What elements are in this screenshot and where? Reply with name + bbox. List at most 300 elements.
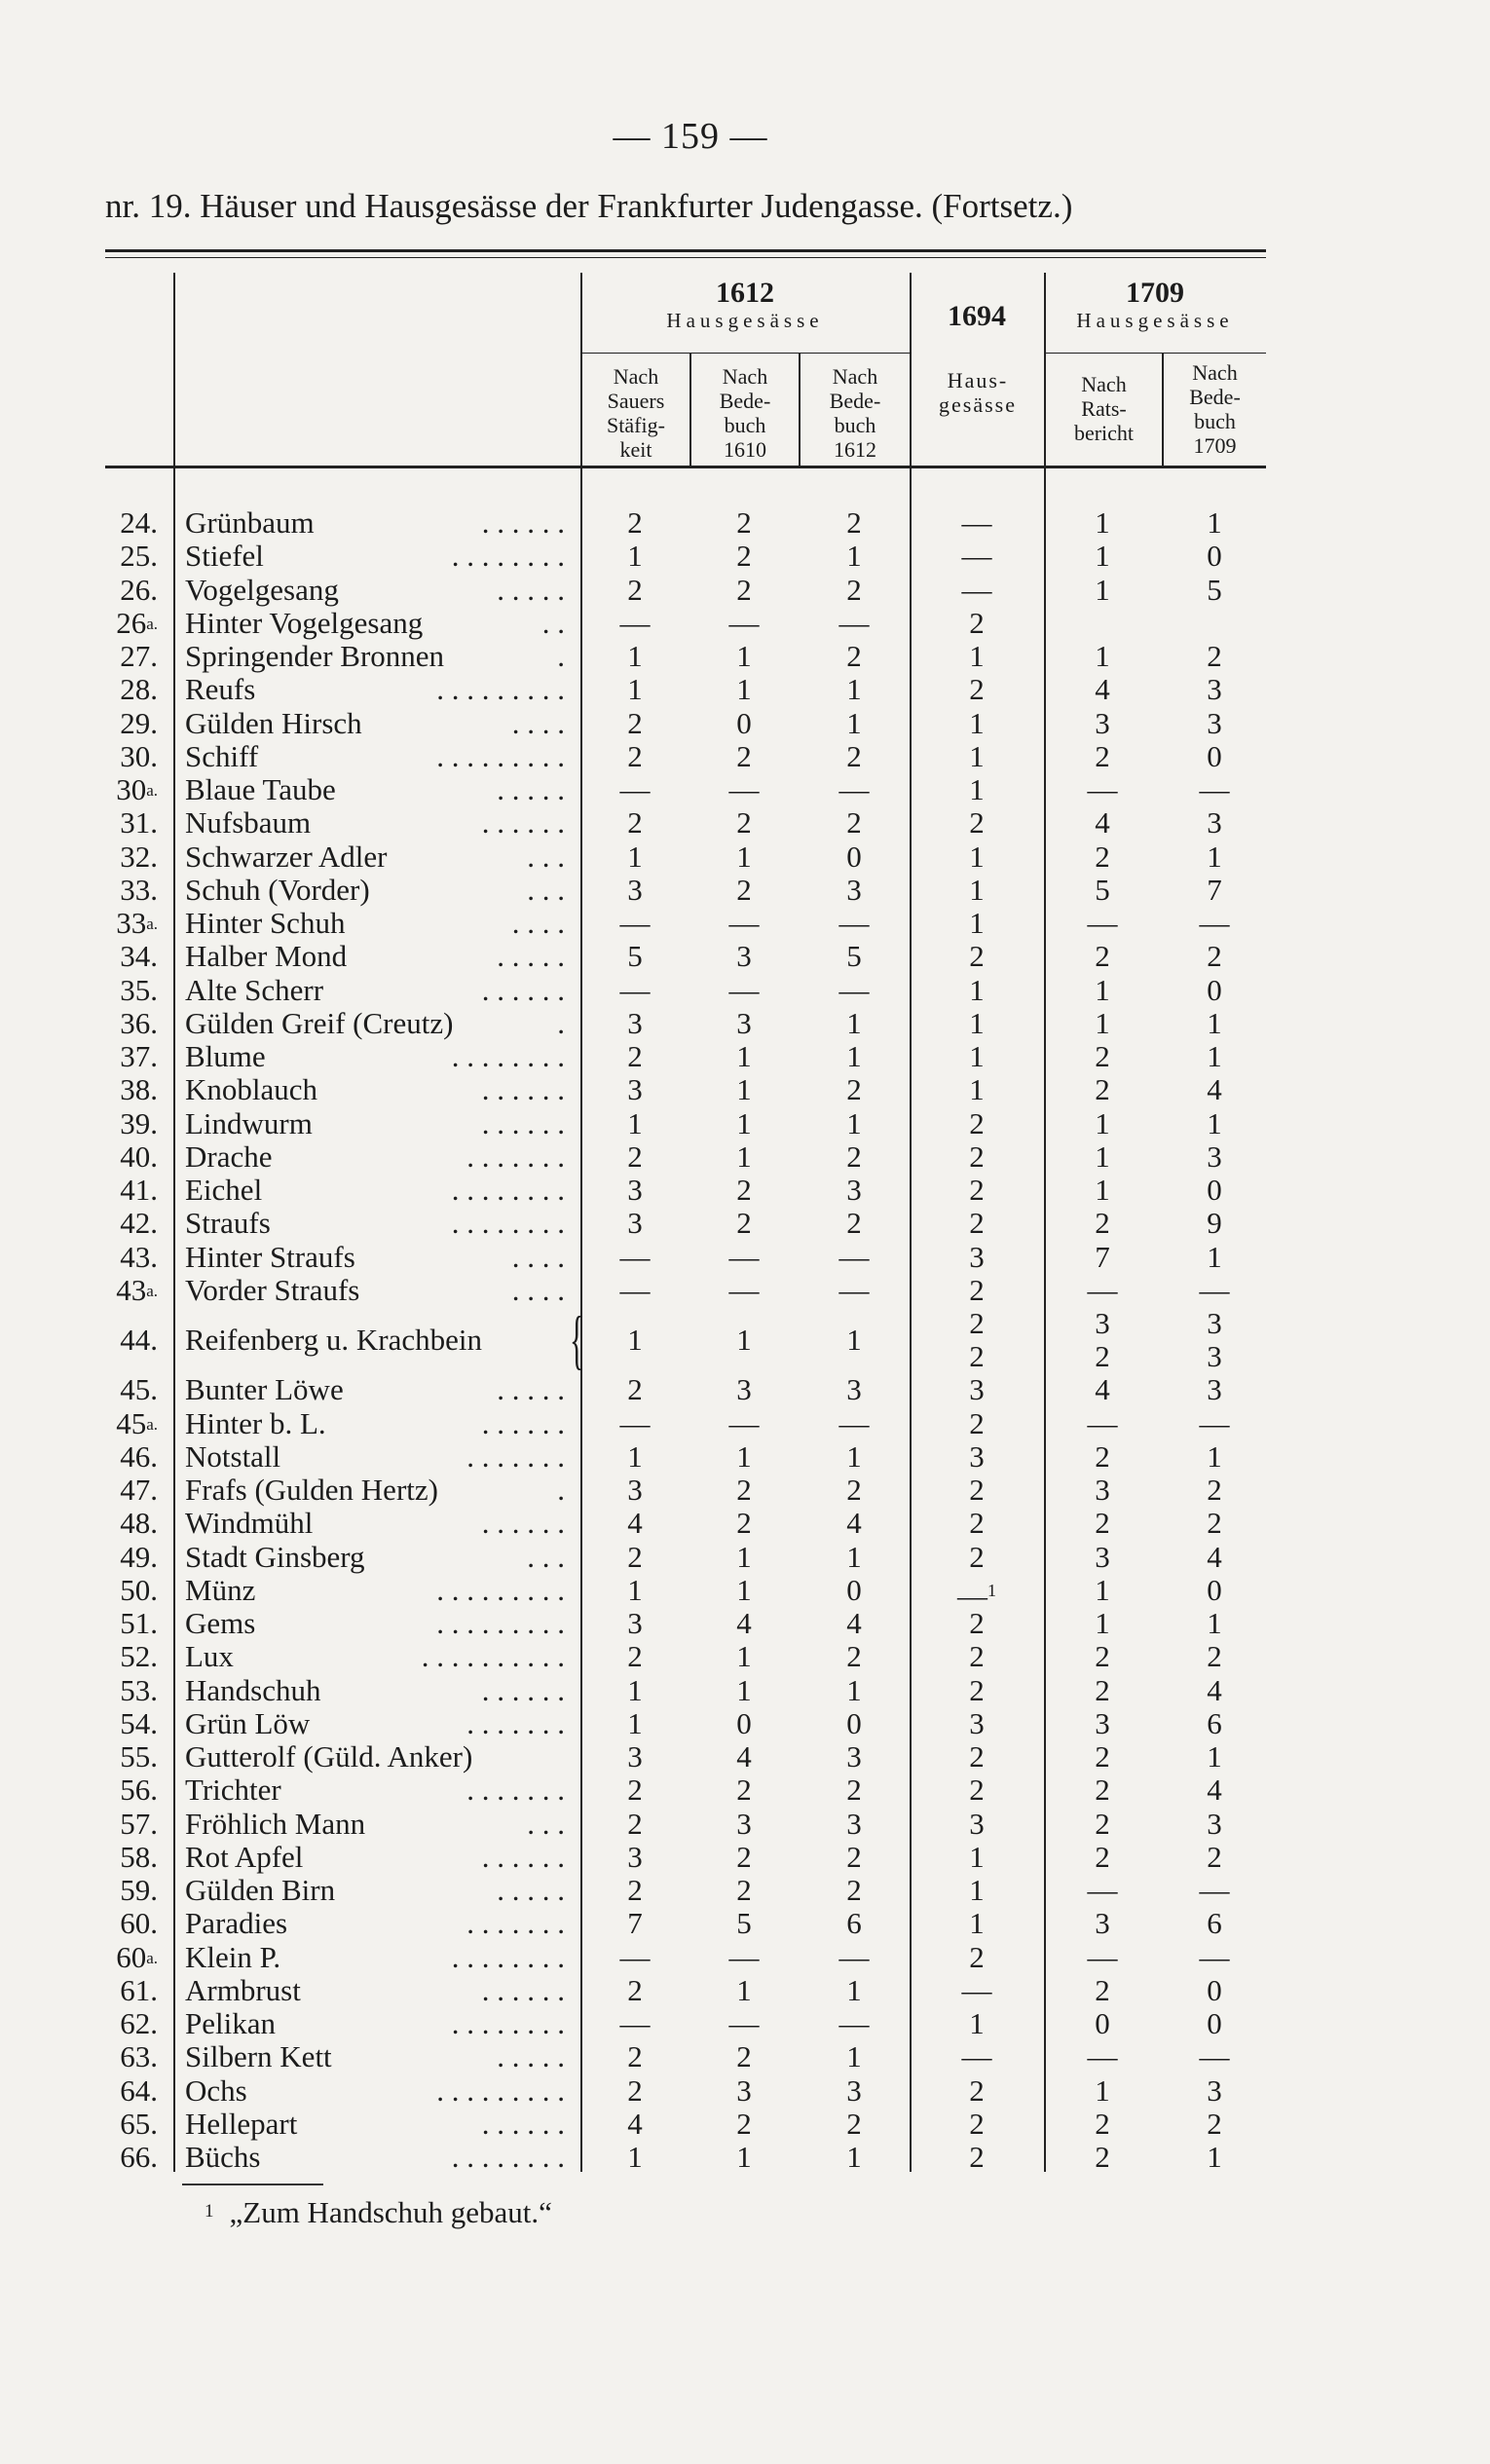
row-number: 46.	[120, 1439, 158, 1474]
table-row	[0, 1573, 1490, 1613]
house-name: Knoblauch	[185, 1072, 318, 1106]
value-cell: —	[619, 1240, 651, 1274]
value-cell: 2	[1095, 1739, 1110, 1773]
value-cell: —	[619, 1406, 651, 1440]
value-cell: —	[1087, 1406, 1118, 1440]
leader-dots: . . . . . . . .	[451, 2140, 565, 2174]
value-cell: —	[619, 606, 651, 640]
value-cell: 3	[736, 939, 752, 973]
house-name: Schwarzer Adler	[185, 840, 388, 874]
house-name: Hinter Vogelgesang	[185, 606, 424, 640]
leader-dots: . . . . . . . . .	[436, 1573, 565, 1607]
value-cell: —	[619, 2006, 651, 2040]
value-cell: 1	[969, 1873, 985, 1907]
value-cell: 2	[736, 739, 752, 773]
leader-dots: . .	[541, 606, 565, 640]
value-cell: 1	[1095, 1606, 1110, 1640]
value-cell: 1	[736, 1639, 752, 1673]
house-name: Gems	[185, 1606, 256, 1640]
house-name: Paradies	[185, 1906, 288, 1940]
header-hausgesaesse-1612: Hausgesässe	[666, 308, 824, 332]
table-row	[0, 1674, 1490, 1707]
value-cell: 1	[1207, 1006, 1222, 1040]
value-cell: 2	[627, 1773, 643, 1807]
value-cell: 2	[969, 1106, 985, 1140]
row-number: 64.	[120, 2073, 158, 2108]
value-cell: 1	[736, 840, 752, 874]
value-cell: —	[619, 906, 651, 940]
value-cell: 1	[1207, 2140, 1222, 2174]
value-cell: 1	[969, 639, 985, 673]
value-cell: 0	[846, 1706, 862, 1740]
value-cell: 1	[969, 1006, 985, 1040]
value-cell: 1	[846, 1973, 862, 2007]
value-cell: —	[838, 1273, 870, 1307]
row-number: 62.	[120, 2006, 158, 2040]
value-cell: 3	[736, 1006, 752, 1040]
value-cell: 2	[627, 706, 643, 740]
value-cell: 0	[846, 1573, 862, 1607]
value-cell: 3	[1095, 1473, 1110, 1507]
value-cell: —	[1087, 1273, 1118, 1307]
house-name-cell	[185, 806, 565, 840]
value-cell: 1	[1207, 840, 1222, 874]
value-cell: 2	[846, 505, 862, 540]
house-name: Vogelgesang	[185, 573, 339, 607]
value-cell: 2	[1095, 1840, 1110, 1874]
value-cell: 3	[627, 1473, 643, 1507]
value-cell: 5	[736, 1906, 752, 1940]
value-cell: —	[838, 1406, 870, 1440]
value-cell: —	[1199, 772, 1230, 806]
house-name-cell	[185, 2141, 565, 2174]
value-cell: 2	[627, 1639, 643, 1673]
value-cell: 1	[627, 1106, 643, 1140]
house-name: Stiefel	[185, 539, 264, 573]
row-number: 24.	[120, 505, 158, 540]
value-cell: 3	[627, 1206, 643, 1240]
value-cell: —	[961, 573, 992, 607]
house-name-cell	[185, 874, 565, 907]
value-cell: 0	[846, 840, 862, 874]
value-cell: 1	[846, 1323, 862, 1357]
value-cell: 1	[1095, 639, 1110, 673]
value-cell: 1	[1095, 1006, 1110, 1040]
value-cell: 1	[846, 672, 862, 706]
value-cell: —	[838, 973, 870, 1007]
value-cell: 2	[969, 1606, 985, 1640]
leader-dots: . . . . .	[497, 939, 565, 973]
row-number: 39.	[120, 1106, 158, 1140]
value-cell: 2	[969, 1739, 985, 1773]
house-name: Blume	[185, 1039, 266, 1073]
value-cell: 2	[736, 2107, 752, 2141]
leader-dots: . . . . . . . .	[451, 539, 565, 573]
leader-dots: . . . . . .	[481, 1072, 565, 1106]
value-cell: 4	[736, 1739, 752, 1773]
value-cell: 2	[1095, 2140, 1110, 2174]
value-cell: —	[838, 906, 870, 940]
house-name-cell	[185, 1073, 565, 1106]
value-cell: 2	[1095, 1807, 1110, 1841]
value-cell: 1	[736, 1439, 752, 1474]
value-cell: 2	[736, 2039, 752, 2073]
value-cell: 1	[736, 1540, 752, 1574]
table-row	[0, 640, 1490, 673]
value-cell: 1	[736, 1072, 752, 1106]
value-cell: 4	[1207, 1773, 1222, 1807]
table-row	[0, 1640, 1490, 1673]
value-cell: 2	[846, 1840, 862, 1874]
value-cell: —	[961, 505, 992, 540]
row-number: 52.	[120, 1639, 158, 1673]
value-cell: 1	[846, 2039, 862, 2073]
house-name-cell	[185, 2074, 565, 2108]
value-cell: 1	[736, 1323, 752, 1357]
value-cell: 2	[627, 1873, 643, 1907]
value-cell: —	[961, 539, 992, 573]
value-cell: 1	[627, 1439, 643, 1474]
value-cell: —	[838, 2006, 870, 2040]
row-number: 26.	[120, 573, 158, 607]
house-name-cell	[185, 2040, 565, 2073]
value-cell: 1	[1207, 1240, 1222, 1274]
value-cell: 2	[627, 805, 643, 840]
value-cell: 2	[736, 1473, 752, 1507]
value-cell: 2	[846, 805, 862, 840]
value-cell: 3	[846, 1372, 862, 1406]
house-name-cell	[185, 673, 565, 706]
row-number: 40.	[120, 1139, 158, 1174]
value-cell: 1	[969, 772, 985, 806]
value-cell: 2	[627, 1807, 643, 1841]
house-name-cell	[185, 1674, 565, 1707]
value-cell: 1	[1207, 1739, 1222, 1773]
house-name-cell	[185, 1541, 565, 1574]
value-cell: —	[1087, 772, 1118, 806]
value-cell: 1	[969, 1039, 985, 1073]
value-cell: —	[619, 1273, 651, 1307]
house-name-cell	[185, 707, 565, 740]
value-cell: 3	[1095, 1540, 1110, 1574]
house-name-cell	[185, 1207, 565, 1240]
value-cell: 2	[1095, 939, 1110, 973]
value-cell: —	[1199, 1873, 1230, 1907]
value-cell: 2	[969, 1506, 985, 1540]
value-cell: 1	[1095, 539, 1110, 573]
value-cell: 2	[1095, 1973, 1110, 2007]
header-bottom-rule	[105, 466, 1266, 468]
value-cell: 2	[969, 2073, 985, 2108]
leader-dots: . . .	[527, 1540, 565, 1574]
value-cell: 2	[969, 606, 985, 640]
value-cell: 2	[627, 1039, 643, 1073]
value-cell: 6	[846, 1906, 862, 1940]
house-name: Büchs	[185, 2140, 261, 2174]
value-cell: —	[728, 772, 760, 806]
leader-dots: . . . . . . . .	[451, 1206, 565, 1240]
value-cell: 5	[846, 939, 862, 973]
leader-dots: . . . .	[511, 906, 565, 940]
value-cell: 2	[969, 1206, 985, 1240]
row-number-suffix: a.	[146, 1282, 158, 1300]
value-cell: 1	[627, 639, 643, 673]
header-1709	[1044, 277, 1266, 332]
value-cell: —	[1087, 1940, 1118, 1974]
house-name: Windmühl	[185, 1506, 314, 1540]
value-cell: 2	[627, 1540, 643, 1574]
value-cell: 2	[1207, 1840, 1222, 1874]
row-number: $60^{a.}$	[116, 1940, 158, 1974]
value-cell: 1	[846, 539, 862, 573]
value-cell: 1	[969, 2006, 985, 2040]
leader-dots: . . . . .	[497, 1873, 565, 1907]
row-number: 27.	[120, 639, 158, 673]
house-name: Gülden Hirsch	[185, 706, 362, 740]
value-cell: 2	[736, 1173, 752, 1207]
value-cell: 1	[736, 2140, 752, 2174]
value-cell: 3	[1207, 1807, 1222, 1841]
value-cell: 1	[736, 639, 752, 673]
value-cell: 0	[1095, 2006, 1110, 2040]
house-name-cell	[185, 1373, 565, 1406]
footnote	[205, 2195, 552, 2230]
table-row	[0, 740, 1490, 773]
house-name: Blaue Taube	[185, 772, 336, 806]
value-cell: 1	[846, 2140, 862, 2174]
house-name: Nufsbaum	[185, 805, 312, 840]
leader-dots: . . . . . . . . . .	[421, 1639, 565, 1673]
value-cell: 3	[627, 1173, 643, 1207]
header-hausgesaesse-1709: Hausgesässe	[1076, 308, 1234, 332]
header-col-bede-1612: Nach Bede- buch 1612	[829, 364, 881, 462]
table-row	[0, 1007, 1490, 1040]
value-cell: —	[1087, 2039, 1118, 2073]
row-number-suffix: a.	[146, 1949, 158, 1967]
table-row	[0, 574, 1490, 607]
value-cell: 2	[846, 1139, 862, 1174]
value-cell: 3	[627, 1072, 643, 1106]
value-cell: 4	[846, 1506, 862, 1540]
value-cell: 3	[627, 1006, 643, 1040]
value-cell: 2	[736, 873, 752, 907]
value-cell: —	[728, 2006, 760, 2040]
value-cell: 4	[1207, 1072, 1222, 1106]
value-cell: 2	[969, 939, 985, 973]
value-cell: 2	[1095, 2107, 1110, 2141]
value-cell: 1	[846, 1540, 862, 1574]
value-cell: 2	[1095, 739, 1110, 773]
value-cell: 2	[1095, 1039, 1110, 1073]
value-cell: 2	[1207, 1639, 1222, 1673]
house-name: Halber Mond	[185, 939, 348, 973]
house-name: Vorder Straufs	[185, 1273, 360, 1307]
value-cell: 4	[1095, 1372, 1110, 1406]
value-cell: —	[728, 606, 760, 640]
table-row	[0, 1373, 1490, 1406]
value-cell: 2	[846, 1873, 862, 1907]
house-name: Pelikan	[185, 2006, 276, 2040]
value-cell: 2	[627, 1139, 643, 1174]
value-cell: 9	[1207, 1206, 1222, 1240]
value-cell: 2	[969, 1473, 985, 1507]
value-cell: 2	[969, 1639, 985, 1673]
header-year-1709: 1709	[1126, 277, 1184, 309]
value-cell: 2	[627, 739, 643, 773]
row-number: 54.	[120, 1706, 158, 1740]
header-col-sauers: Nach Sauers Stäfig- keit	[607, 364, 665, 462]
value-cell: 2	[969, 1173, 985, 1207]
value-cell: 7	[1095, 1240, 1110, 1274]
value-cell: 2	[969, 1306, 985, 1340]
value-cell: 3	[627, 1840, 643, 1874]
row-number: 47.	[120, 1473, 158, 1507]
value-cell: —	[961, 2039, 992, 2073]
house-name: Gülden Greif (Creutz)	[185, 1006, 454, 1040]
table-row	[0, 540, 1490, 573]
value-cell: 2	[969, 1139, 985, 1174]
value-cell: 2	[1207, 1506, 1222, 1540]
leader-dots: . . . . . . . .	[451, 1039, 565, 1073]
value-cell: —	[838, 606, 870, 640]
house-name: Lindwurm	[185, 1106, 313, 1140]
table-row	[0, 1841, 1490, 1874]
house-name: Frafs (Gulden Hertz)	[185, 1473, 438, 1507]
table-row	[0, 1808, 1490, 1841]
house-name-cell	[185, 1040, 565, 1073]
value-cell: 2	[969, 1673, 985, 1707]
value-cell: 2	[846, 1773, 862, 1807]
value-cell: 1	[1207, 1606, 1222, 1640]
value-cell: —	[1199, 1406, 1230, 1440]
value-cell: 3	[1207, 1306, 1222, 1340]
house-name: Gülden Birn	[185, 1873, 336, 1907]
value-cell: 2	[736, 1206, 752, 1240]
value-cell: 5	[1207, 573, 1222, 607]
row-number-suffix: a.	[146, 915, 158, 933]
row-number: 66.	[120, 2140, 158, 2174]
house-name-cell	[185, 1740, 565, 1773]
leader-dots: . . . . . .	[481, 1840, 565, 1874]
value-cell: 3	[846, 1807, 862, 1841]
house-name: Münz	[185, 1573, 256, 1607]
value-cell: 1	[1095, 1139, 1110, 1174]
row-number: 49.	[120, 1540, 158, 1574]
value-cell: 2	[1095, 1072, 1110, 1106]
row-number-suffix: a.	[146, 615, 158, 633]
value-cell: 3	[1095, 1306, 1110, 1340]
table-row	[0, 874, 1490, 907]
table-row	[0, 1607, 1490, 1640]
row-number: 50.	[120, 1573, 158, 1607]
value-cell: 2	[1095, 1206, 1110, 1240]
value-cell: 1	[627, 1673, 643, 1707]
house-name-cell	[185, 506, 565, 540]
value-cell: 1	[969, 706, 985, 740]
leader-dots: . . . . . .	[481, 1106, 565, 1140]
value-cell: —$^1$	[957, 1579, 996, 1613]
leader-dots: . . . . . . . .	[451, 1173, 565, 1207]
leader-dots: . . . . . . .	[466, 1906, 565, 1940]
value-cell: 2	[969, 805, 985, 840]
value-cell: 3	[736, 2073, 752, 2108]
house-name: Schuh (Vorder)	[185, 873, 370, 907]
house-name: Gutterolf (Güld. Anker)	[185, 1739, 473, 1773]
leader-dots: . . . . . . . .	[451, 2006, 565, 2040]
value-cell: 2	[627, 573, 643, 607]
footnote-reference: 1	[987, 1581, 996, 1600]
value-cell: 2	[846, 1473, 862, 1507]
house-name: Stadt Ginsberg	[185, 1540, 365, 1574]
table-row	[0, 1740, 1490, 1773]
value-cell: 2	[969, 2140, 985, 2174]
value-cell: 2	[846, 639, 862, 673]
house-name: Schiff	[185, 739, 259, 773]
value-cell: 3	[969, 1240, 985, 1274]
value-cell: 1	[846, 1006, 862, 1040]
table-row	[0, 1140, 1490, 1174]
value-cell: 1	[1095, 1106, 1110, 1140]
leader-dots: . . . . . .	[481, 1673, 565, 1707]
value-cell: 2	[846, 1206, 862, 1240]
leader-dots: . . . . . .	[481, 973, 565, 1007]
house-name-cell	[185, 1324, 575, 1357]
value-cell: —	[728, 1273, 760, 1307]
header-year-1694: 1694	[948, 300, 1006, 332]
value-cell: 3	[969, 1372, 985, 1406]
value-cell: 2	[846, 1639, 862, 1673]
house-name-cell	[185, 1808, 565, 1841]
value-cell: 3	[1207, 2073, 1222, 2108]
value-cell: 1	[969, 840, 985, 874]
house-name: Straufs	[185, 1206, 271, 1240]
row-number: 30.	[120, 739, 158, 773]
value-cell: 2	[736, 1506, 752, 1540]
table-row	[0, 1773, 1490, 1807]
value-cell: 2	[736, 1773, 752, 1807]
table-row	[0, 1474, 1490, 1507]
value-cell: 4	[1207, 1540, 1222, 1574]
leader-dots: . . . . . . . . .	[436, 2073, 565, 2108]
row-number: 38.	[120, 1072, 158, 1106]
house-name: Notstall	[185, 1439, 281, 1474]
leader-dots: .	[557, 639, 565, 673]
house-name: Hellepart	[185, 2107, 298, 2141]
value-cell: 2	[1207, 639, 1222, 673]
value-cell: 5	[1095, 873, 1110, 907]
value-cell: 7	[1207, 873, 1222, 907]
row-number: 32.	[120, 840, 158, 874]
table-row	[0, 974, 1490, 1007]
value-cell: 1	[627, 1573, 643, 1607]
row-number: 37.	[120, 1039, 158, 1073]
value-cell: 2	[627, 1372, 643, 1406]
table-top-rule	[105, 249, 1266, 252]
house-name: Armbrust	[185, 1973, 301, 2007]
value-cell: 2	[1095, 840, 1110, 874]
header-year-1612: 1612	[716, 277, 774, 309]
value-cell: 3	[627, 873, 643, 907]
value-cell: 3	[969, 1807, 985, 1841]
leader-dots: . . . . . . .	[466, 1706, 565, 1740]
table-row	[0, 1707, 1490, 1740]
row-number: $30^{a.}$	[116, 772, 158, 806]
house-name: Hinter Schuh	[185, 906, 346, 940]
house-name: Reufs	[185, 672, 256, 706]
house-name-cell	[185, 1841, 565, 1874]
house-name-cell	[185, 1607, 565, 1640]
row-number: 59.	[120, 1873, 158, 1907]
